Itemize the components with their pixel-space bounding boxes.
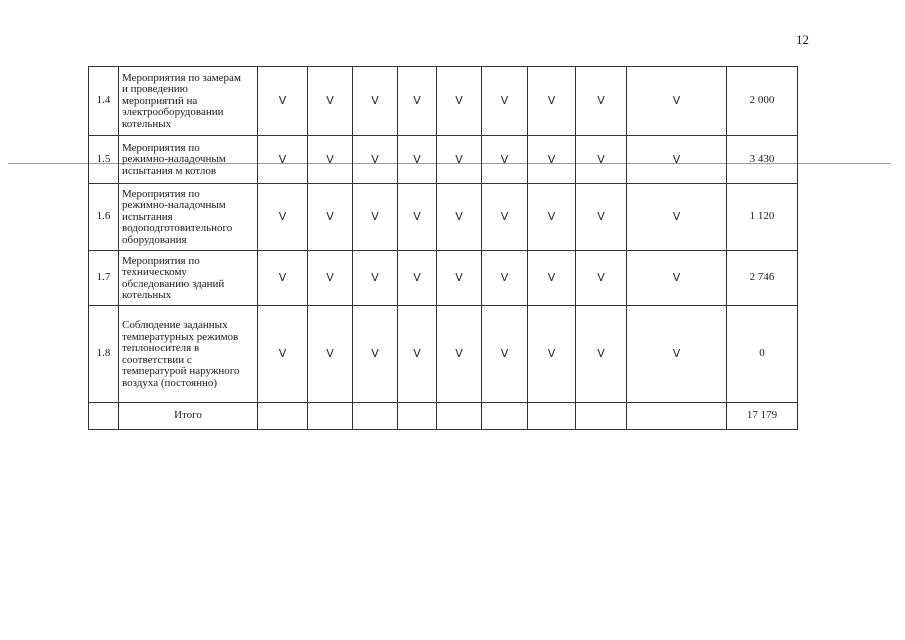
check-mark: V: [308, 184, 353, 251]
total-row: [89, 403, 798, 430]
check-mark: V: [627, 251, 727, 306]
check-mark: V: [482, 67, 528, 136]
page-number: 12: [796, 32, 809, 47]
row-number: 1.4: [89, 67, 119, 136]
description-line: испытания м котлов: [122, 164, 217, 177]
check-mark: V: [308, 306, 353, 403]
description-line: теплоносителя в: [122, 342, 200, 354]
description-line: режимно-наладочным: [122, 199, 226, 212]
check-mark: V: [258, 251, 308, 306]
check-mark: V: [482, 184, 528, 251]
description-line: электрооборудовании: [122, 106, 224, 119]
check-mark: V: [398, 306, 437, 403]
description-line: Мероприятия по: [122, 141, 200, 154]
measures-table: [88, 66, 798, 430]
check-mark: V: [528, 184, 576, 251]
description-line: техническому: [122, 266, 187, 278]
empty-cell: [398, 403, 437, 430]
empty-cell: [89, 403, 119, 430]
check-mark: V: [353, 67, 398, 136]
empty-cell: [482, 403, 528, 430]
check-mark: V: [258, 306, 308, 403]
description-line: Соблюдение заданных: [122, 319, 228, 331]
check-mark: V: [627, 184, 727, 251]
check-mark: V: [398, 67, 437, 136]
check-mark: V: [482, 251, 528, 306]
check-mark: V: [398, 184, 437, 251]
check-mark: V: [576, 136, 627, 184]
table-row: [89, 136, 798, 184]
amount-cell: 1 120: [727, 184, 798, 251]
amount-cell: 0: [727, 306, 798, 403]
description-line: и проведению: [122, 83, 188, 96]
table-row: [89, 306, 798, 403]
check-mark: V: [308, 67, 353, 136]
check-mark: V: [482, 306, 528, 403]
row-number: 1.8: [89, 306, 119, 403]
check-mark: V: [528, 251, 576, 306]
check-mark: V: [627, 306, 727, 403]
check-mark: V: [528, 136, 576, 184]
empty-cell: [437, 403, 482, 430]
description-line: Мероприятия по: [122, 254, 200, 267]
check-mark: V: [627, 67, 727, 136]
check-mark: V: [576, 67, 627, 136]
check-mark: V: [353, 184, 398, 251]
description-line: обследованию зданий: [122, 277, 225, 290]
description-line: соответствии с: [122, 353, 192, 366]
check-mark: V: [576, 184, 627, 251]
table-row: [89, 251, 798, 306]
description-line: температурой наружного: [122, 365, 240, 377]
total-label: Итого: [119, 403, 258, 430]
check-mark: V: [627, 136, 727, 184]
check-mark: V: [576, 251, 627, 306]
measure-description: [119, 136, 258, 184]
description-line: котельных: [122, 117, 172, 130]
description-line: оборудования: [122, 233, 187, 246]
check-mark: V: [258, 136, 308, 184]
description-line: испытания: [122, 210, 173, 223]
check-mark: V: [528, 306, 576, 403]
check-mark: V: [398, 251, 437, 306]
check-mark: V: [528, 67, 576, 136]
amount-cell: 2 746: [727, 251, 798, 306]
check-mark: V: [437, 67, 482, 136]
measure-description: [119, 306, 258, 403]
description-line: воздуха (постоянно): [122, 376, 218, 389]
empty-cell: [258, 403, 308, 430]
check-mark: V: [437, 251, 482, 306]
table-row: [89, 184, 798, 251]
check-mark: V: [353, 306, 398, 403]
empty-cell: [528, 403, 576, 430]
check-mark: V: [353, 251, 398, 306]
empty-cell: [308, 403, 353, 430]
check-mark: V: [258, 67, 308, 136]
description-line: Мероприятия по замерам: [122, 71, 241, 84]
measure-description: [119, 184, 258, 251]
check-mark: V: [308, 136, 353, 184]
description-line: Мероприятия по: [122, 187, 200, 200]
check-mark: V: [482, 136, 528, 184]
row-number: 1.5: [89, 136, 119, 184]
check-mark: V: [353, 136, 398, 184]
description-line: режимно-наладочным: [122, 153, 226, 166]
empty-cell: [627, 403, 727, 430]
table-row: [89, 67, 798, 136]
empty-cell: [576, 403, 627, 430]
amount-cell: 3 430: [727, 136, 798, 184]
check-mark: V: [398, 136, 437, 184]
check-mark: V: [576, 306, 627, 403]
measure-description: [119, 251, 258, 306]
row-number: 1.6: [89, 184, 119, 251]
description-line: мероприятий на: [122, 94, 198, 107]
description-line: водоподготовительного: [122, 222, 233, 235]
description-line: котельных: [122, 289, 172, 301]
check-mark: V: [437, 184, 482, 251]
check-mark: V: [258, 184, 308, 251]
empty-cell: [353, 403, 398, 430]
total-amount: 17 179: [727, 403, 798, 430]
row-number: 1.7: [89, 251, 119, 306]
description-line: температурных режимов: [122, 330, 239, 343]
measure-description: [119, 67, 258, 136]
check-mark: V: [437, 136, 482, 184]
amount-cell: 2 000: [727, 67, 798, 136]
check-mark: V: [437, 306, 482, 403]
check-mark: V: [308, 251, 353, 306]
